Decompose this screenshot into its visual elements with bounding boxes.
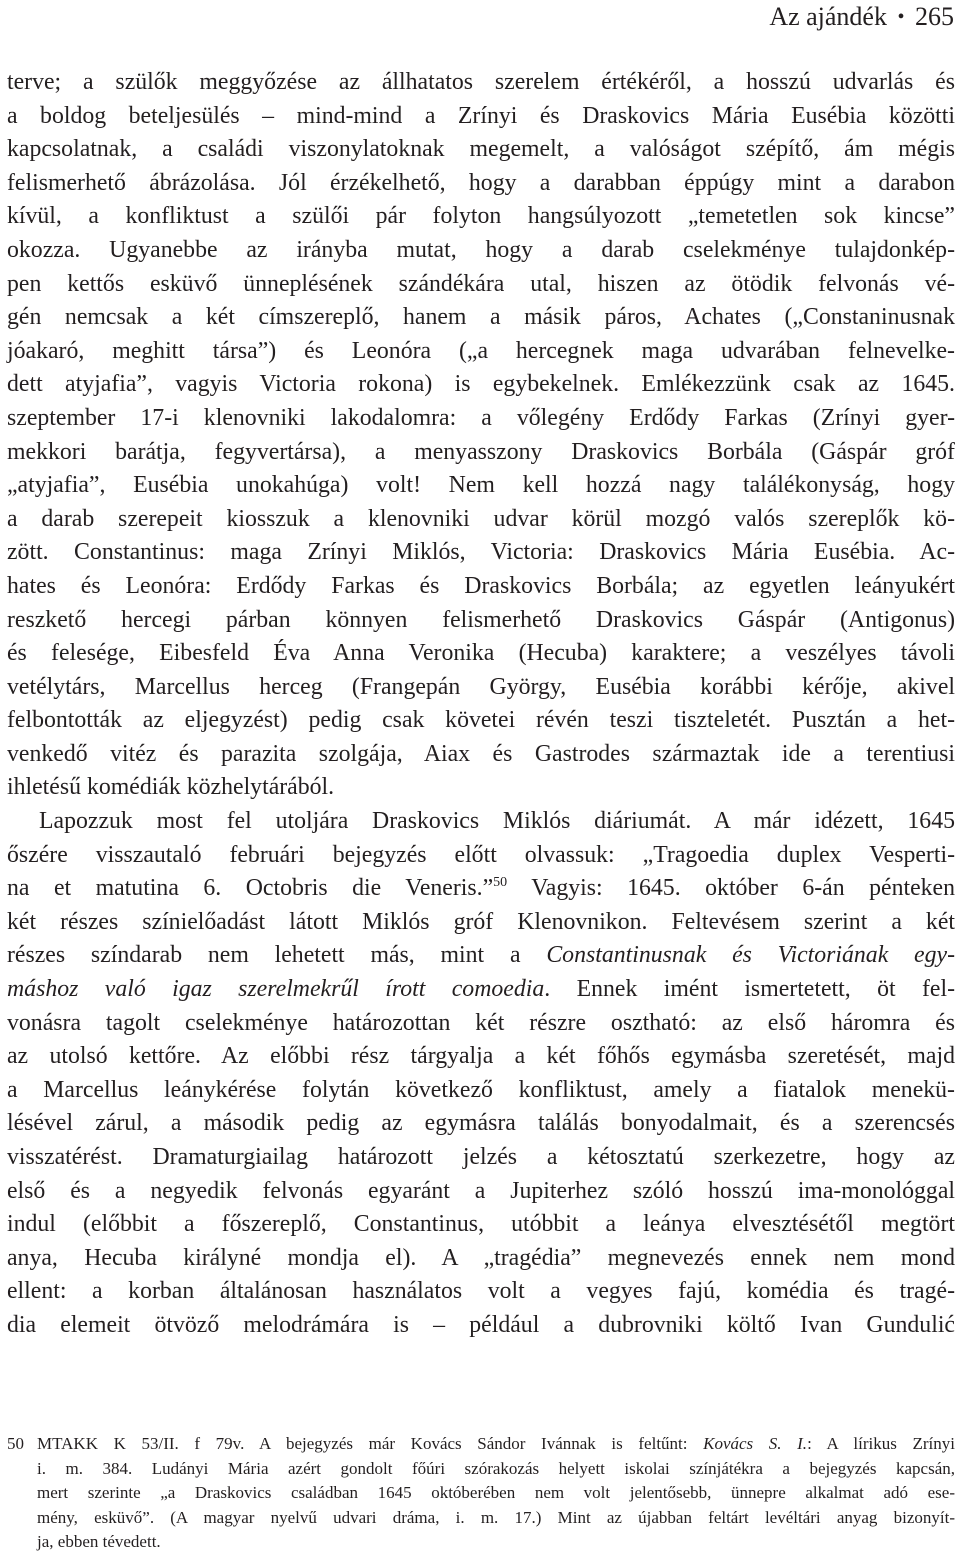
text-line: kívül, a konfliktust a szülői pár folyton hangsúlyozott „temetetlen sok kincse” (7, 203, 955, 230)
text-segment: . Ennek imént ismertetett, öt fel- (544, 976, 955, 1003)
text-line: terve; a szülők meggyőzése az állhatatos szerelem értékéről, a hosszú udvarlás és (7, 69, 955, 95)
paragraph-1 (7, 66, 955, 805)
header-title: Az ajándék (769, 2, 887, 31)
text-line: zött. Constantinus: maga Zrínyi Miklós, Victoria: Draskovics Mária Eusébia. Ac- (7, 539, 955, 566)
text-line: vonásra tagolt cselekménye határozottan két részre osztható: az első háromra és (7, 1009, 955, 1036)
text-line: őszére visszautaló februári bejegyzés előtt olvassuk: „Tragoedia duplex Vesperti- (7, 841, 955, 868)
text-segment: Vagyis: 1645. október 6-án pénteken (507, 875, 955, 902)
footnote-50 (7, 1432, 955, 1555)
text-line: felismerhető ábrázolása. Jól érzékelhető, hogy a darabban éppúgy mint a darabon (7, 169, 955, 196)
text-line: ellent: a korban általánosan használatos volt a vegyes fajú, komédia és tragé- (7, 1278, 955, 1305)
text-line: ihletésű komédiák közhelytárából. (7, 774, 335, 801)
text-line: okozza. Ugyanebbe az irányba mutat, hogy a darab cselekménye tulajdonkép- (7, 236, 955, 263)
play-title: Constantinusnak és Victoriának egy- (546, 942, 955, 969)
footnote-line: mény, esküvő”. (A magyar nyelvű udvari dráma, i. m. 17.) Mint az újabban feltárt levéltári anyag bizonyít- (37, 1507, 955, 1527)
footnote-line (7, 1432, 955, 1457)
text-line: felbontották az eljegyzést) pedig csak követei révén teszi tiszteletét. Pusztán a het- (7, 707, 955, 734)
text-line: reszkető hercegi párban könnyen felismerhető Draskovics Gáspár (Antigonus) (7, 606, 955, 633)
text-line: első és a negyedik felvonás egyaránt a Jupiterhez szóló hosszú ima-monológgal (7, 1177, 955, 1204)
text-line: a boldog beteljesülés – mind-mind a Zrínyi és Draskovics Mária Eusébia közötti (7, 102, 955, 129)
text-segment: na et matutina 6. Octobris die Veneris.” (7, 875, 494, 902)
text-segment: részes színdarab nem lehetett más, mint a (7, 942, 521, 969)
text-line: és felesége, Eibesfeld Éva Anna Veronika (Hecuba) karaktere; a veszélyes távoli (7, 640, 955, 667)
text-line: kapcsolatnak, a családi viszonylatoknak megemelt, a valóságot szépítő, ám mégis (7, 136, 955, 163)
text-line-with-footnote (7, 872, 955, 906)
text-segment: : A lírikus Zrínyi (807, 1434, 955, 1453)
text-line: gén nemcsak a két címszereplő, hanem a másik páros, Achates („Constaninusnak (7, 304, 955, 331)
text-line: mekkori barátja, fegyvertársa), a menyasszony Draskovics Borbála (Gáspár gróf (7, 438, 955, 465)
footnote-line: ja, ebben tévedett. (37, 1532, 161, 1551)
text-line: „atyjafia”, Eusébia unokahúga) volt! Nem kell hozzá nagy találékonyság, hogy (7, 472, 955, 499)
text-line: hates és Leonóra: Erdődy Farkas és Draskovics Borbála; az egyetlen leányukért (7, 572, 955, 599)
text-line: visszatérést. Dramaturgiailag határozott jelzés a kétosztatú szerkezetre, hogy az (7, 1144, 955, 1170)
footnote-block (7, 1432, 955, 1555)
header-separator: • (897, 6, 905, 28)
footnote-line: i. m. 384. Ludányi Mária azért gondolt főúri szórakozás helyett iskolai színjátékra a bejegyzés kapcsán, (37, 1458, 955, 1478)
play-title: máshoz való igaz szerelmekrűl írott comoedia (7, 976, 545, 1003)
cited-author: Kovács S. I. (703, 1434, 808, 1453)
text-line: pen kettős esküvő ünneplésének szándékára utal, hiszen az ötödik felvonás vé- (7, 270, 955, 297)
body-text (7, 66, 955, 1343)
text-line: Lapozzuk most fel utoljára Draskovics Miklós diáriumát. A már idézett, 1645 (39, 808, 955, 835)
text-line-with-title (7, 973, 955, 1007)
text-line: a Marcellus leánykérése folytán következő konfliktust, amely a fiatalok menekü- (7, 1076, 955, 1103)
text-line: vetélytárs, Marcellus herceg (Frangepán György, Eusébia korábbi kérője, akivel (7, 673, 955, 700)
text-line: az utolsó kettőre. Az előbbi rész tárgyalja a két főhős egymásba szeretését, majd (7, 1043, 955, 1070)
text-line: lésével zárul, a második pedig az egymásra találás bonyodalmait, és a szerencsés (7, 1110, 955, 1137)
text-line: indul (előbbit a főszereplő, Constantinus, utóbbit a leánya elvesztésétől megtört (7, 1211, 955, 1238)
text-line: dia elemeit ötvöző melodrámára is – például a dubrovniki költő Ivan Gundulić (7, 1311, 955, 1338)
text-line-with-title (7, 939, 955, 973)
text-line: dett atyjafia”, vagyis Victoria rokona) is egybekelnek. Emlékezzünk csak az 1645. (7, 371, 955, 398)
paragraph-2 (7, 805, 955, 1343)
footnote-line: mert szerinte „a Draskovics családban 1645 októberében nem volt jelentősebb, ünnepre alkalmat adó ese- (37, 1483, 955, 1502)
text-line: két részes színielőadást látott Miklós gróf Klenovnikon. Feltevésem szerint a két (7, 908, 955, 935)
text-line: a darab szerepeit kiosszuk a klenovniki udvar körül mozgó valós szereplők kö- (7, 505, 955, 532)
text-segment: MTAKK K 53/II. f 79v. A bejegyzés már Kovács Sándor Ivánnak is feltűnt: (37, 1434, 688, 1453)
text-line: venkedő vitéz és parazita szolgája, Aiax és Gastrodes származtak ide a terentiusi (7, 740, 955, 767)
page-number: 265 (915, 2, 954, 31)
running-header (769, 2, 954, 34)
text-line: anya, Hecuba királyné mondja el). A „tragédia” megnevezés ennek nem mond (7, 1244, 955, 1271)
footnote-reference[interactable]: 50 (493, 875, 508, 891)
text-line: jóakaró, meghitt társa”) és Leonóra („a hercegnek maga udvarában felnevelke- (7, 337, 955, 364)
footnote-number: 50 (7, 1434, 24, 1453)
text-line: szeptember 17-i klenovniki lakodalomra: a vőlegény Erdődy Farkas (Zrínyi gyer- (7, 404, 955, 431)
